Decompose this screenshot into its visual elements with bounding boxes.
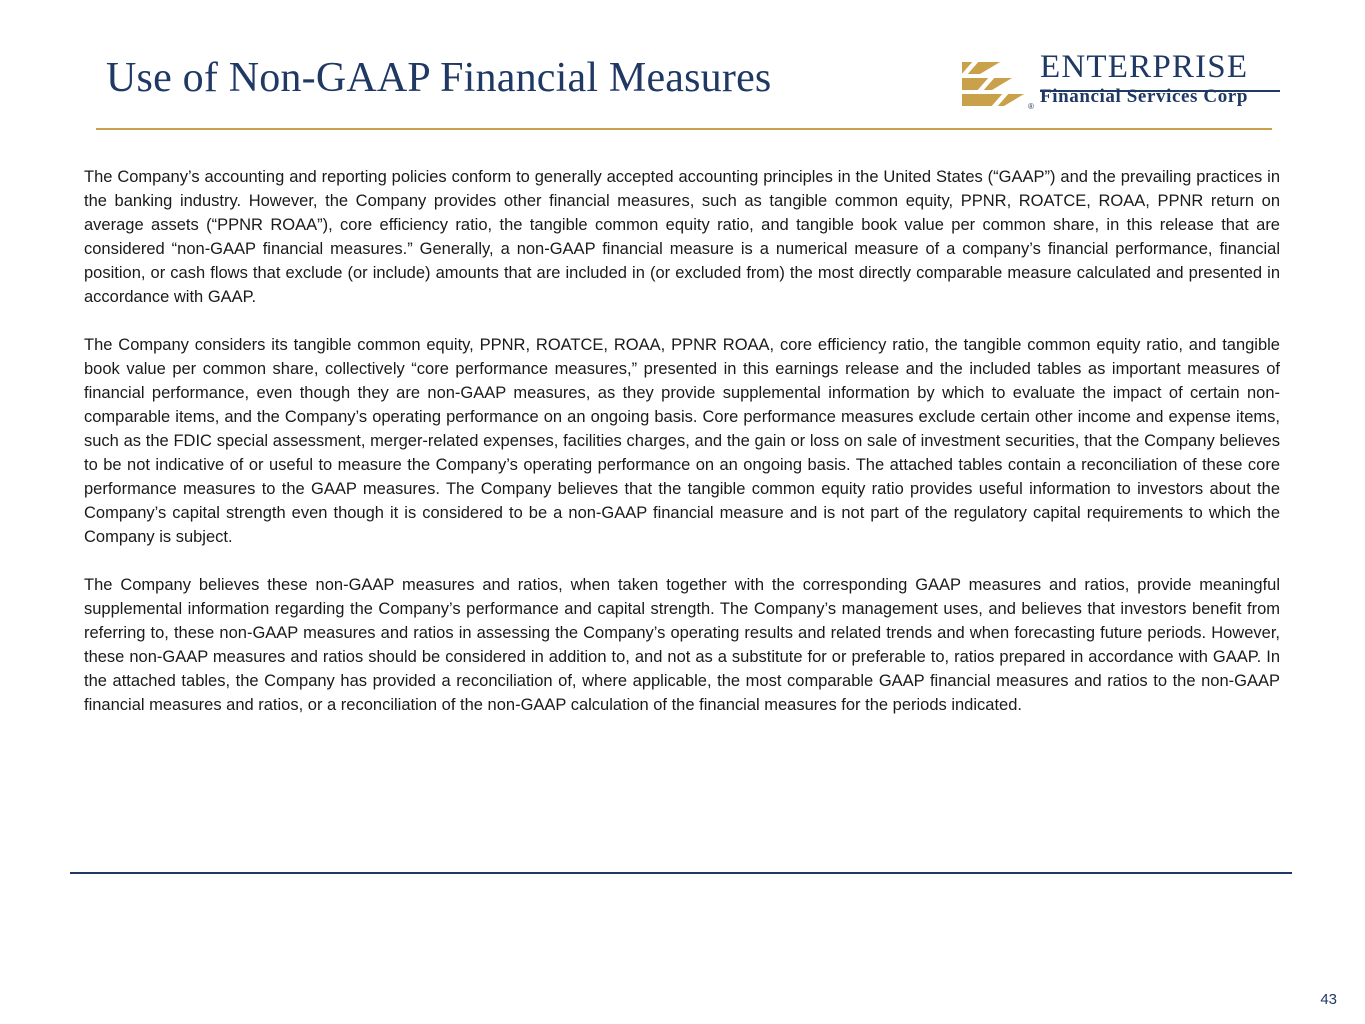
page-number: 43 (1320, 991, 1337, 1008)
logo-text (1040, 50, 1280, 108)
slide-body (84, 165, 1280, 717)
registered-mark: ® (1028, 102, 1034, 111)
slide-header (0, 0, 1365, 135)
header-divider (96, 128, 1272, 130)
body-paragraph-2: The Company considers its tangible common equity, PPNR, ROATCE, ROAA, PPNR ROAA, core efficiency ratio, the tangible common equity ratio, and tangible book value per common share, collectively “core performance measures,” presented in this earnings release and the included tables as important measures of financial performance, even though they are non-GAAP measures, as they provide supplemental information by which to evaluate the impact of certain non-comparable items, and the Company’s operating performance on an ongoing basis. Core performance measures exclude certain other income and expense items, such as the FDIC special assessment, merger-related expenses, facilities charges, and the gain or loss on sale of investment securities, that the Company believes to be not indicative of or useful to measure the Company’s operating performance on an ongoing basis. The attached tables contain a reconciliation of these core performance measures to the GAAP measures. The Company believes that the tangible common equity ratio provides useful information to investors about the Company’s capital strength even though it is considered to be a non-GAAP financial measure and is not part of the regulatory capital requirements to which the Company is subject. (84, 336, 1280, 546)
page-title: Use of Non-GAAP Financial Measures (106, 55, 772, 101)
logo-company-name: ENTERPRISE (1040, 49, 1249, 85)
footer-divider (70, 872, 1292, 874)
company-logo (960, 50, 1280, 122)
body-paragraph-3: The Company believes these non-GAAP measures and ratios, when taken together with the corresponding GAAP measures and ratios, provide meaningful supplemental information regarding the Company’s performance and capital strength. The Company’s management uses, and believes that investors benefit from referring to, these non-GAAP measures and ratios in assessing the Company’s operating results and related trends and when forecasting future periods. However, these non-GAAP measures and ratios should be considered in addition to, and not as a substitute for or preferable to, ratios prepared in accordance with GAAP. In the attached tables, the Company has provided a reconciliation of, where applicable, the most comparable GAAP financial measures and ratios to the non-GAAP financial measures and ratios, or a reconciliation of the non-GAAP calculation of the financial measures for the periods indicated. (84, 576, 1280, 714)
logo-mark-icon (960, 54, 1030, 116)
logo-company-subtitle: Financial Services Corp (1040, 85, 1249, 107)
body-paragraph-1: The Company’s accounting and reporting policies conform to generally accepted accounting principles in the United States (“GAAP”) and the prevailing practices in the banking industry. However, the Company provides other financial measures, such as tangible common equity, PPNR, ROATCE, ROAA, PPNR return on average assets (“PPNR ROAA”), core efficiency ratio, the tangible common equity ratio, and tangible book value per common share, in this release that are considered “non-GAAP financial measures.” Generally, a non-GAAP financial measure is a numerical measure of a company’s financial performance, financial position, or cash flows that exclude (or include) amounts that are included in (or excluded from) the most directly comparable measure calculated and presented in accordance with GAAP. (84, 168, 1280, 306)
